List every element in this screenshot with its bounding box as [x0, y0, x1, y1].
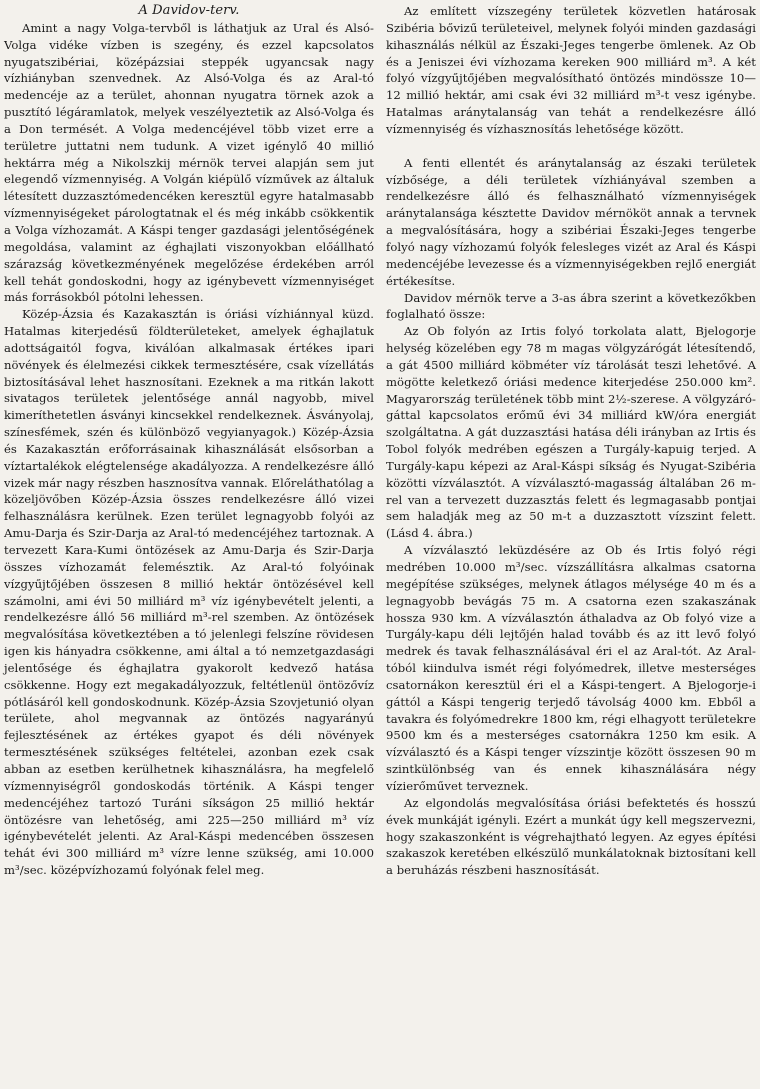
paragraph: Davidov mérnök terve a 3-as ábra szerint a következőkben foglalható össze: [386, 290, 756, 322]
article-title: A Davidov-terv. [138, 3, 240, 18]
paragraph: Az elgondolás megvalósítása óriási befektetés és hosszú évek munkáját igényli. Ezért a munkát úgy kell megszervezni, hogy szakaszonként is végrehajtható legyen. Az egyes építési szakaszok keretében elkészülő munkálatoknak biztosítani kell a beruházás részbeni hasznosítását. [386, 795, 756, 878]
paragraph: Az említett vízszegény területek közvetlen határosak Szibéria bővizű területeivel, melynek folyói minden gazdasági kihasználás nélkül az Északi-Jeges tengerbe ömlenek. Az Ob és a Jeniszei évi vízhozama kereken 900 milliárd m³. A két folyó vízgyűjtőjében megvalósítható öntözés mindössze 10—12 millió hektár, ami csak évi 32 milliárd m³-t vesz igénybe. Hatalmas aránytalanság van tehát a rendelkezésre álló vízmennyiség és vízhasznosítás lehetősége között. [386, 4, 756, 136]
left-column [4, 3, 374, 1089]
paragraph: Az Ob folyón az Irtis folyó torkolata alatt, Bjelogorje helység közelében egy 78 m magas völgyzárógát létesítendő, a gát 4500 milliárd köbméter víz tárolását teszi lehetővé. A mögötte keletkező óriási medence kiterjedése 250.000 km². Magyarország területének több mint 2½-szerese. A völgyzáró-gáttal kapcsolatos erőmű évi 34 milliárd kW/óra energiát szolgáltatna. A gát duzzasztási hatása déli irányban az Irtis és Tobol folyók medrében egészen a Turgály-kapuig terjed. A Turgály-kapu képezi az Aral-Káspi síkság és Nyugat-Szibéria közötti vízválasztót. A vízválasztó-magasság általában 26 m-rel van a tervezett duzzasztás felett és legmagasabb pontjai sem haladják meg az 50 m-t a duzzasztott vízszint felett. (Lásd 4. ábra.) [386, 324, 756, 541]
paragraph: A fenti ellentét és aránytalanság az északi területek vízbősége, a déli területek vízhiányával szemben a rendelkezésre álló és felhasználható vízmennyiségek aránytalansága késztette Davidov mérnököt annak a tervnek a megvalósítására, hogy a szibériai Északi-Jeges tengerbe folyó nagy vízhozamú folyók felesleges vizét az Aral és Káspi medencéjébe levezesse és a vízmennyiségekben rejlő energiát értékesítse. [386, 155, 756, 288]
right-column [386, 3, 756, 1089]
paragraph: Közép-Ázsia és Kazakasztán is óriási vízhiánnyal küzd. Hatalmas kiterjedésű földterületeket, amelyek éghajlatuk adottságaitól fogva, kiválóan alkalmasak értékes ipari növények és élelmezési cikkek termesztésére, csak vízellátás biztosításával lehet hasznosítani. Ezeknek a ma ritkán lakott sivatagos területek jelentősége annál nagyobb, mivel kimeríthetetlen ásványi kincsekkel rendelkeznek. Ásványolaj, színesfémek, szén és különböző vegyianyagok.) Közép-Ázsia és Kazakasztán erőforrásainak kihasználását elsősorban a víztartalékok elégtelensége akadályozza. A rendelkezésre álló vizek már nagy részben hasznosítva vannak. Előreláthatólag a közeljövőben Közép-Ázsia összes rendelkezésre álló vizei felhasználásra kerülnek. Ezen terület legnagyobb folyói az Amu-Darja és Szir-Darja az Aral-tó medencéjéhez tartoznak. A tervezett Kara-Kumi öntözések az Amu-Darja és Szir-Darja összes vízhozamát felemésztik. Az Aral-tó folyóinak vízgyűjtőjében összesen 8 millió hektár öntözésével kell számolni, ami évi 50 milliárd m³ víz igénybevételt jelenti, a rendelkezésre álló 56 milliárd m³-rel szemben. Az öntözések megvalósítása következtében a tó jelenlegi felszíne rövidesen igen kis hányadra csökkenne, ami által a tó nemzetgazdasági jelentősége és éghajlatra gyakorolt kedvező hatása csökkenne. Hogy ezt megakadályozzuk, feltétlenül öntözővíz pótlásáról kell gondoskodnunk. Közép-Ázsia Szovjetunió olyan területe, ahol megvannak az öntözés nagyarányú fejlesztésének az értékes gyapot és déli növények termesztésének szükséges feltételei, azonban ezek csak abban az esetben kerülhetnek kihasználásra, ha megfelelő vízmennyiségről gondoskodás történik. A Káspi tenger medencéjéhez tartozó Turáni síkságon 25 millió hektár öntözésre van lehetőség, ami 225—250 milliárd m³ víz igénybevételét jelenti. Az Aral-Káspi medencében összesen tehát évi 300 milliárd m³ vízre lenne szükség, ami 10.000 m³/sec. középvízhozamú folyónak felel meg. [4, 307, 374, 878]
paragraph: Amint a nagy Volga-tervből is láthatjuk az Ural és Alsó-Volga vidéke vízben is szegény, és ezzel kapcsolatos nyugatszibériai, középázsiai steppék ugyancsak nagy vízhiányban szenvednek. Az Alsó-Volga és az Aral-tó medencéje az a terület, ahonnan nyugatra törnek azok a pusztító légáramlatok, melyek veszélyeztetik az Alsó-Volga és a Don termését. A Volga medencéjével több vizet erre a területre juttatni nem tudunk. A vizet igénylő 40 millió hektárra még a Nikolszkij mérnök tervei alapján sem jut elegendő vízmennyiség. A Volgán kiépülő vízművek az általuk létesített duzzasztómedencéken keresztül egyre hatalmasabb vízmennyiségeket párologtatnak el és még inkább csökkentik a Volga vízhozamát. A Káspi tenger gazdasági jelentőségének megoldása, valamint az éghajlati viszonyokban előállható szárazság következményének megelőzése érdekében arról kell tehát gondoskodni, hogy az igénybevett vízmennyiséget más forrásokból pótolni lehessen. [4, 20, 374, 305]
paragraph: A vízválasztó leküzdésére az Ob és Irtis folyó régi medrében 10.000 m³/sec. vízszállításra alkalmas csatorna megépítése szükséges, melynek átlagos mélysége 40 m és a legnagyobb bevágás 75 m. A csatorna ezen szakaszának hossza 930 km. A vízválasztón áthaladva az Ob folyó vize a Turgály-kapu déli lejtőjén halad tovább és az itt levő folyó medrek és tavak felhasználásával éri el az Aral-tót. Az Aral-tóból kiindulva ismét régi folyómedrek, illetve mesterséges csatornákon keresztül éri el a Káspi-tengert. A Bjelogorje-i gáttól a Káspi tengerig terjedő távolság 4000 km. Ebből a tavakra és folyómedrekre 1800 km, régi elhagyott területekre 9500 km és a mesterséges csatornákra 1250 km esik. A vízválasztó és a Káspi tenger vízszintje között összesen 90 m szintkülönbség van és ennek kihasználására négy vízierőművet terveznek. [386, 543, 756, 793]
